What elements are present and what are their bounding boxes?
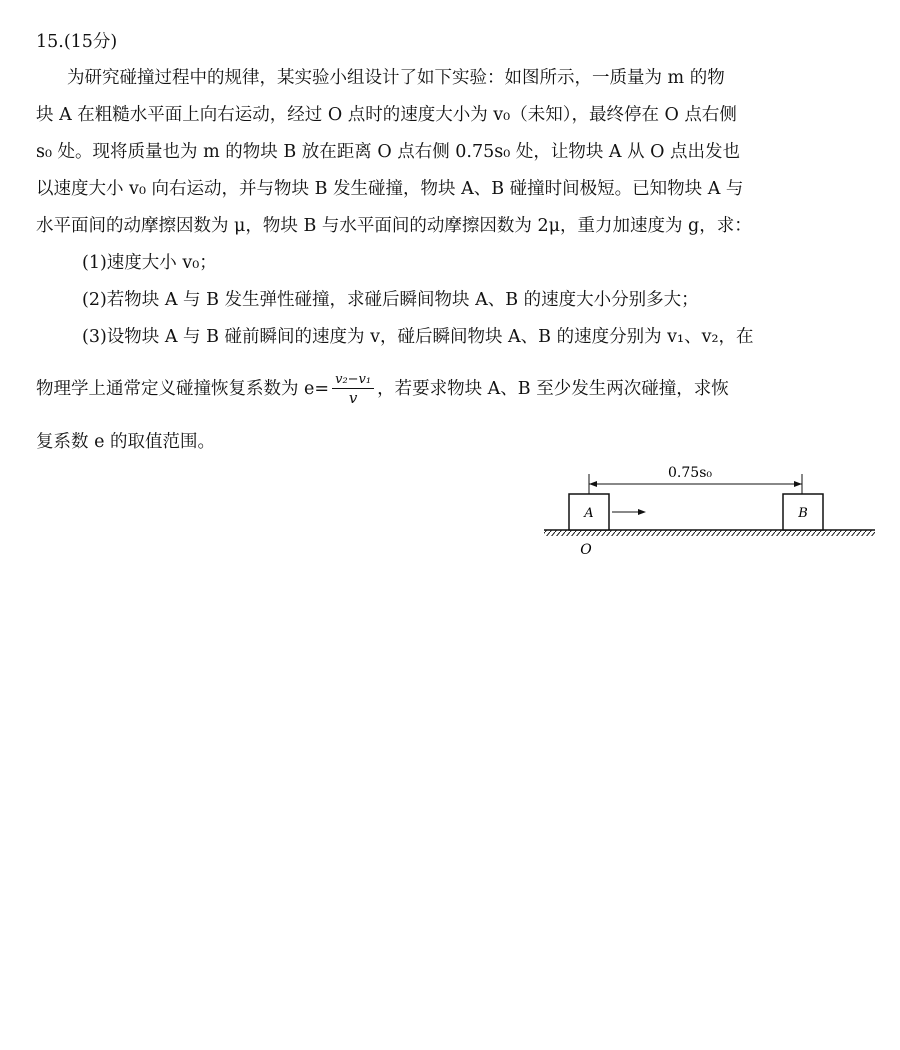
ground-hatching (544, 530, 875, 536)
intro-line-5: 水平面间的动摩擦因数为 μ，物块 B 与水平面间的动摩擦因数为 2μ，重力加速度为 g，求： (36, 216, 752, 236)
block-a-label: A (584, 506, 594, 521)
intro-line-1: 为研究碰撞过程中的规律，某实验小组设计了如下实验：如图所示，一质量为 m 的物 (67, 68, 725, 88)
collision-diagram (530, 460, 890, 580)
question-3-line-3: 复系数 e 的取值范围。 (36, 432, 215, 452)
intro-line-3: s₀ 处。现将质量也为 m 的物块 B 放在距离 O 点右侧 0.75s₀ 处，让物块 A 从 O 点出发也 (36, 142, 741, 162)
intro-line-4: 以速度大小 v₀ 向右运动，并与物块 B 发生碰撞，物块 A、B 碰撞时间极短。已知物块 A 与 (36, 179, 744, 199)
problem-number: 15.(15分) (36, 32, 118, 52)
fraction-numerator: v₂−v₁ (332, 372, 374, 389)
distance-arrowhead-left (589, 481, 597, 487)
question-3-line-2 (36, 372, 881, 407)
q3-text-before: 物理学上通常定义碰撞恢复系数为 e= (36, 379, 330, 399)
question-2: (2)若物块 A 与 B 发生弹性碰撞，求碰后瞬间物块 A、B 的速度大小分别多大； (82, 290, 699, 310)
fraction-denominator: v (348, 389, 358, 407)
velocity-arrowhead (638, 509, 646, 515)
origin-label: O (580, 542, 592, 558)
block-b-label: B (798, 506, 808, 521)
distance-label: 0.75s₀ (668, 465, 712, 481)
restitution-fraction (332, 372, 374, 407)
distance-arrowhead-right (794, 481, 802, 487)
q3-text-after: ，若要求物块 A、B 至少发生两次碰撞，求恢 (377, 379, 729, 399)
question-1: (1)速度大小 v₀； (82, 253, 217, 273)
question-3-line-1: (3)设物块 A 与 B 碰前瞬间的速度为 v，碰后瞬间物块 A、B 的速度分别为 v₁、v₂，在 (82, 327, 754, 347)
intro-line-2: 块 A 在粗糙水平面上向右运动，经过 O 点时的速度大小为 v₀（未知），最终停在 O 点右侧 (36, 105, 737, 125)
